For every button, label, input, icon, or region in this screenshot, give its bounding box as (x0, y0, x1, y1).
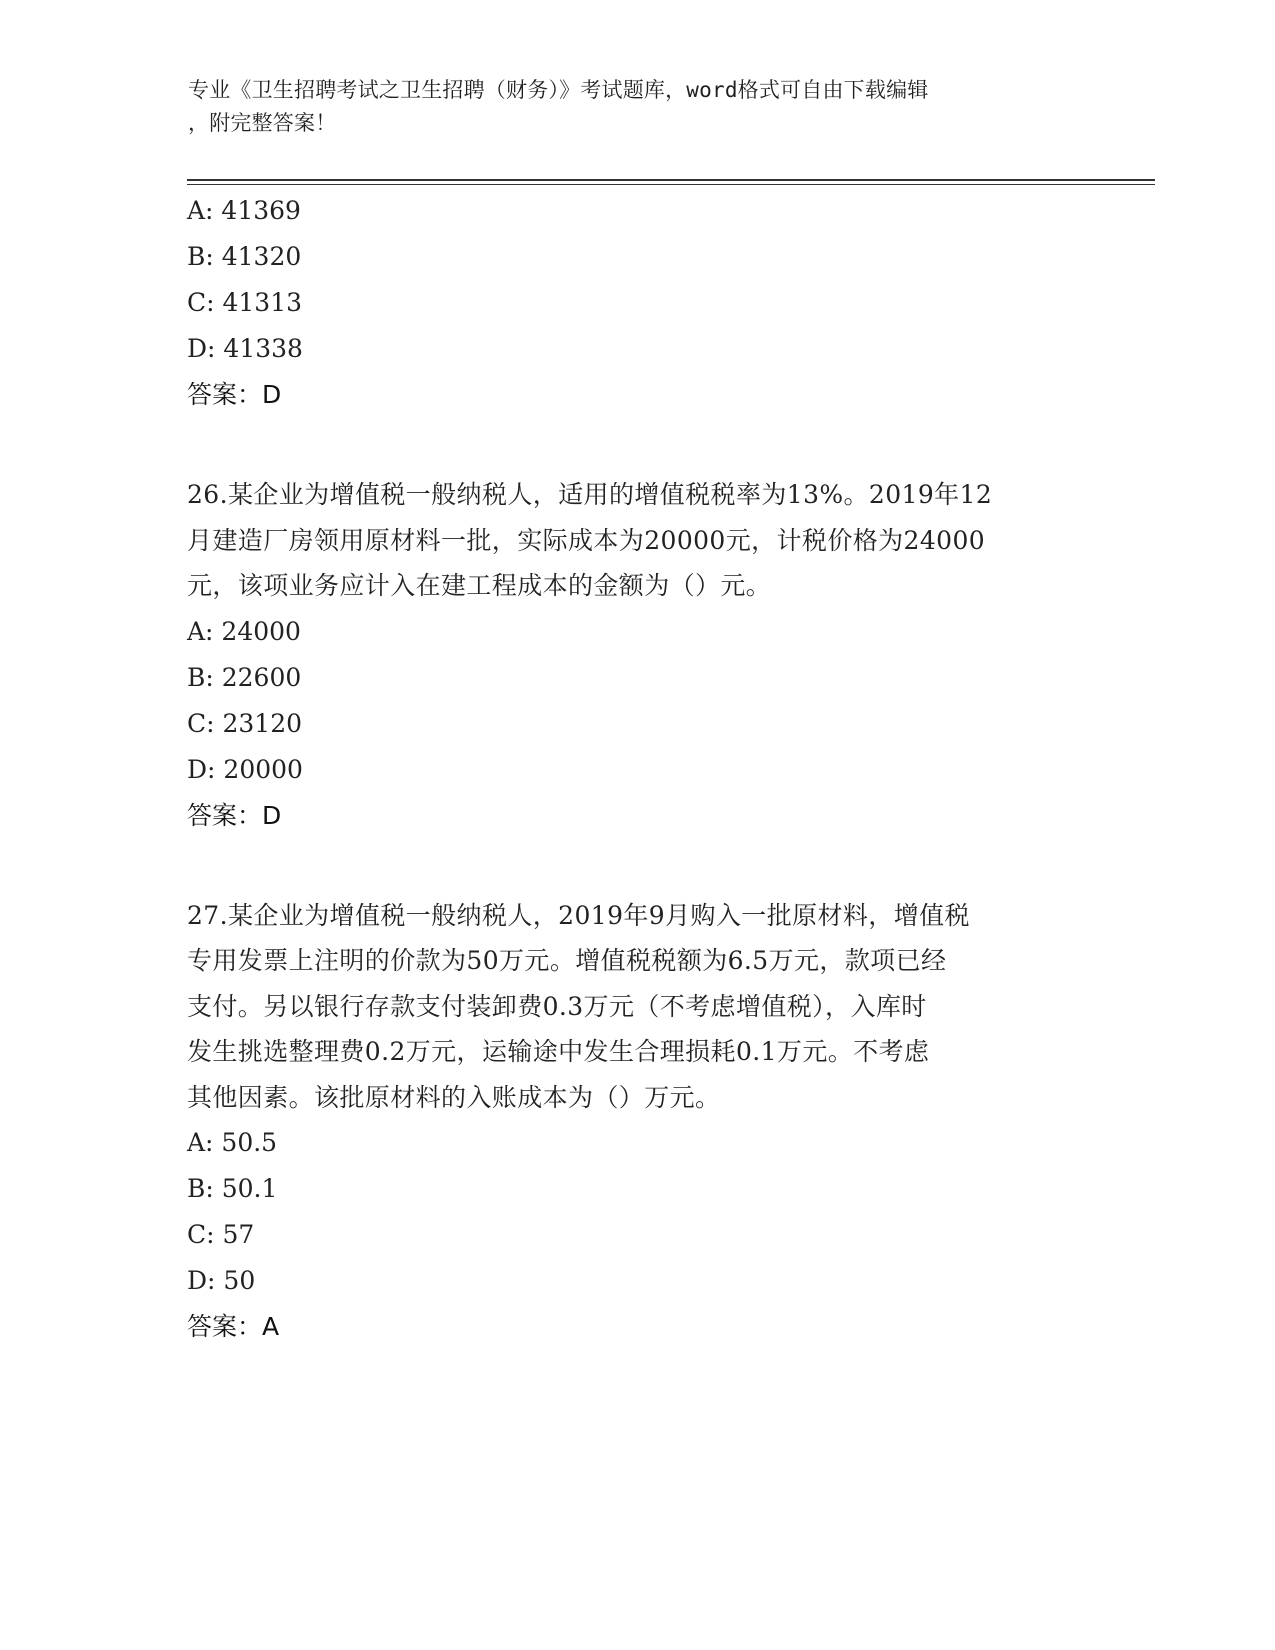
option-b: B: 50.1 (187, 1174, 278, 1203)
question-line: 发生挑选整理费0.2万元，运输途中发生合理损耗0.1万元。不考虑 (187, 1037, 930, 1066)
question-block-26 (187, 472, 1087, 839)
option-d: D: 41338 (187, 334, 303, 363)
answer-line: 答案：D (187, 380, 282, 409)
option-c: C: 23120 (187, 708, 303, 738)
option-b: B: 41320 (187, 242, 302, 271)
question-line: 26.某企业为增值税一般纳税人，适用的增值税税率为13%。2019年12 (187, 480, 993, 509)
question-line: 月建造厂房领用原材料一批，实际成本为20000元，计税价格为24000 (187, 525, 986, 555)
header-divider-thick (187, 179, 1155, 181)
question-text (187, 472, 1087, 609)
question-list (187, 188, 1087, 1350)
document-header (188, 74, 1088, 140)
option-b: B: 22600 (187, 662, 302, 692)
answer-line: 答案：D (187, 800, 282, 830)
option-a: A: 41369 (187, 196, 301, 225)
question-line: 其他因素。该批原材料的入账成本为（）万元。 (187, 1082, 721, 1112)
question-line: 元，该项业务应计入在建工程成本的金额为（）元。 (187, 571, 772, 600)
option-a: A: 24000 (187, 616, 301, 646)
question-block-25 (187, 188, 1087, 418)
question-text (187, 893, 1087, 1121)
header-divider-thin (187, 184, 1155, 185)
header-line-1: 专业《卫生招聘考试之卫生招聘（财务）》考试题库，word格式可自由下载编辑 (188, 78, 929, 102)
header-line-2: ，附完整答案！ (188, 111, 337, 135)
question-line: 支付。另以银行存款支付装卸费0.3万元（不考虑增值税），入库时 (187, 991, 927, 1021)
question-line: 专用发票上注明的价款为50万元。增值税税额为6.5万元，款项已经 (187, 946, 947, 975)
option-d: D: 20000 (187, 754, 303, 784)
question-block-27 (187, 893, 1087, 1351)
option-c: C: 57 (187, 1220, 255, 1249)
option-c: C: 41313 (187, 288, 303, 317)
question-line: 27.某企业为增值税一般纳税人，2019年9月购入一批原材料，增值税 (187, 900, 970, 930)
option-d: D: 50 (187, 1266, 256, 1295)
option-a: A: 50.5 (187, 1128, 278, 1157)
answer-line: 答案：A (187, 1312, 280, 1341)
